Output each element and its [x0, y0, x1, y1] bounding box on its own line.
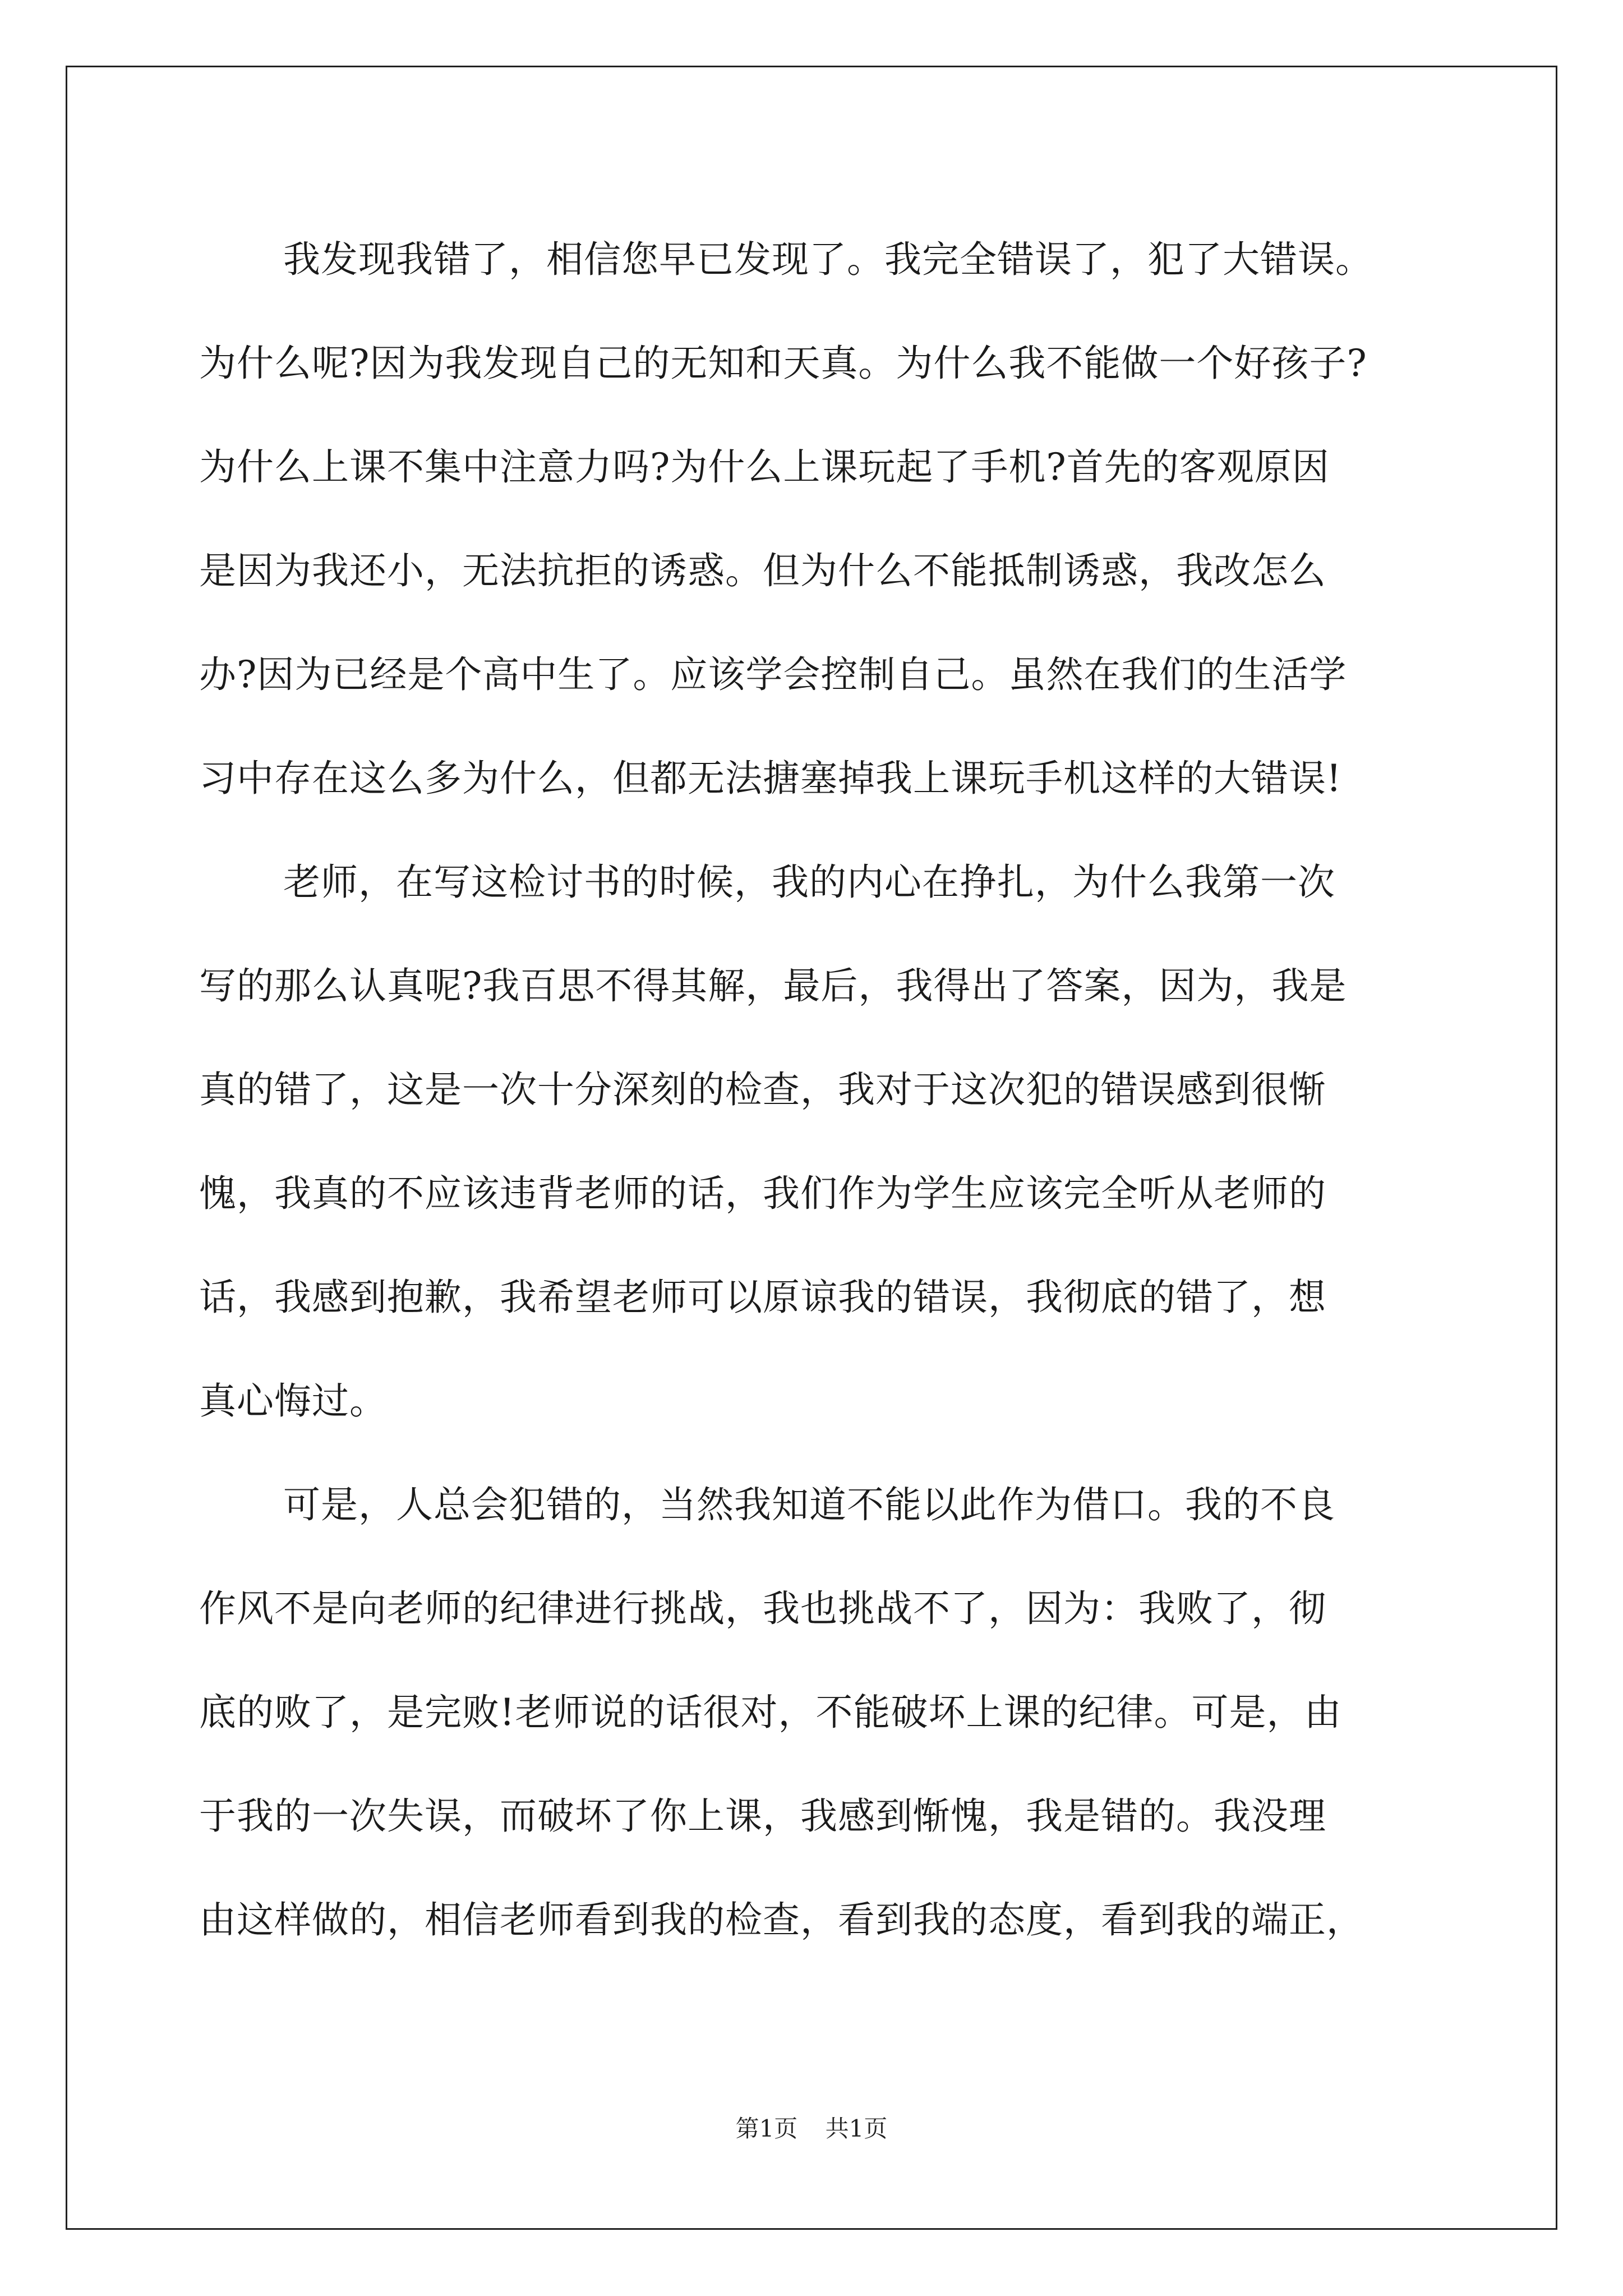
text-line: 我发现我错了，相信您早已发现了。我完全错误了，犯了大错误。: [283, 238, 1373, 281]
page-number: 第1页: [735, 2115, 798, 2142]
text-line: 真的错了，这是一次十分深刻的检查，我对于这次犯的错误感到很惭: [199, 1068, 1326, 1111]
text-line: 真心悔过。: [199, 1379, 387, 1423]
text-line: 愧，我真的不应该违背老师的话，我们作为学生应该完全听从老师的: [199, 1172, 1326, 1215]
text-line: 作风不是向老师的纪律进行挑战，我也挑战不了，因为：我败了，彻: [199, 1587, 1326, 1630]
page-total: 共1页: [825, 2115, 888, 2142]
text-line: 话，我感到抱歉，我希望老师可以原谅我的错误，我彻底的错了，想: [199, 1276, 1326, 1319]
text-line: 办?因为已经是个高中生了。应该学会控制自己。虽然在我们的生活学: [199, 653, 1347, 696]
text-line: 由这样做的，相信老师看到我的检查，看到我的态度，看到我的端正，: [199, 1898, 1364, 1941]
text-line: 写的那么认真呢?我百思不得其解，最后，我得出了答案，因为，我是: [199, 964, 1347, 1007]
text-line: 于我的一次失误，而破坏了你上课，我感到惭愧，我是错的。我没理: [199, 1795, 1326, 1838]
text-line: 可是，人总会犯错的，当然我知道不能以此作为借口。我的不良: [283, 1483, 1335, 1526]
text-line: 老师，在写这检讨书的时候，我的内心在挣扎，为什么我第一次: [283, 861, 1335, 904]
text-line: 为什么呢?因为我发现自己的无知和天真。为什么我不能做一个好孩子?: [199, 342, 1367, 385]
page-footer: [0, 2110, 1623, 2144]
document-body: [199, 208, 1424, 1972]
text-line: 是因为我还小，无法抗拒的诱惑。但为什么不能抵制诱惑，我改怎么: [199, 549, 1326, 592]
text-line: 习中存在这么多为什么，但都无法搪塞掉我上课玩手机这样的大错误!: [199, 757, 1342, 800]
text-line: 底的败了，是完败!老师说的话很对，不能破坏上课的纪律。可是，由: [199, 1691, 1342, 1734]
text-line: 为什么上课不集中注意力吗?为什么上课玩起了手机?首先的客观原因: [199, 445, 1330, 489]
